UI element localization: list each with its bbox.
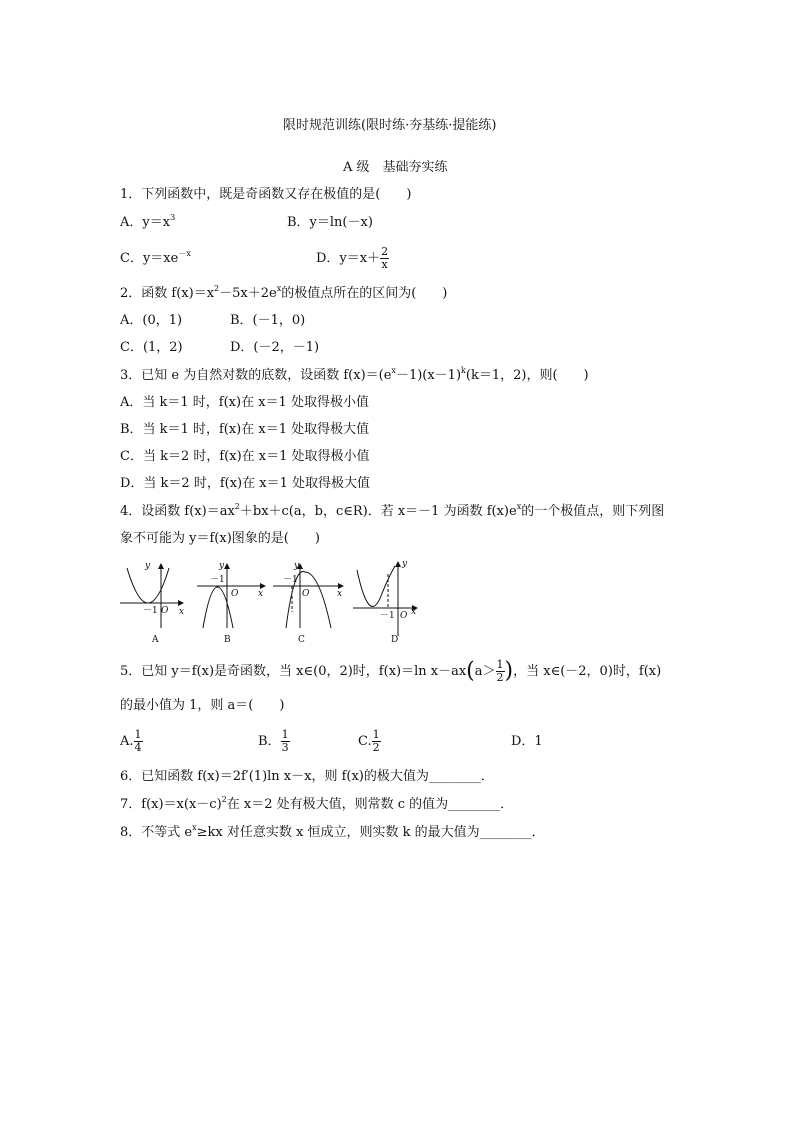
graph-a-label: A — [152, 635, 159, 645]
q3-option-c[interactable]: C．当 k＝2 时，f(x)在 x＝1 处取得极小值 — [120, 449, 370, 464]
graph-c-mark: －1 — [283, 575, 298, 585]
q5-option-b[interactable]: B． $\frac{1}{3}$ — [258, 728, 289, 754]
q1-option-c[interactable]: C．$y=xe^{-x}$ — [120, 249, 191, 266]
graph-c-y-label: y — [294, 561, 300, 571]
graph-b-origin: O — [231, 589, 239, 599]
section-heading: A 级 基础夯实练 — [343, 160, 448, 175]
q6-text: 6．已知函数 f(x)＝2f′(1)ln x－x，则 f(x)的极大值为________． — [120, 769, 494, 784]
graph-a[interactable] — [120, 564, 183, 628]
graph-a-mark: －1 — [143, 606, 158, 616]
graph-a-y-label: y — [145, 561, 151, 571]
q3-stem: 3．已知 e 为自然对数的底数，设函数 $f(x)=(e^x-1)(x-1)^k(k=1$，2)，则( ) — [120, 366, 589, 383]
graph-b-mark: －1 — [210, 575, 225, 585]
graph-d-origin: O — [400, 611, 408, 621]
page-title: 限时规范训练(限时练·夯基练·提能练) — [283, 118, 497, 133]
q4-graphs — [115, 556, 425, 646]
graph-a-x-label: x — [179, 607, 185, 617]
graph-d-label: D — [391, 635, 399, 645]
q3-option-a[interactable]: A．当 k＝1 时，f(x)在 x＝1 处取得极小值 — [120, 395, 369, 410]
q7-text: 7．$f(x)=x(x-c)^2$在 x＝2 处有极大值，则常数 c 的值为________． — [120, 795, 514, 812]
graph-b-x-label: x — [258, 589, 264, 599]
q1-option-b[interactable]: B．y＝ln(－x) — [287, 215, 373, 230]
graph-c-origin: O — [302, 589, 310, 599]
q2-option-c[interactable]: C．(1，2) — [120, 340, 183, 355]
q5-option-c[interactable]: C. $\frac{1}{2}$ — [358, 728, 380, 754]
graph-d[interactable] — [353, 562, 417, 636]
q1-stem: 1．下列函数中，既是奇函数又存在极值的是( ) — [120, 187, 412, 202]
q2-stem: 2．函数 $f(x)=x^2-5x+2e^x$的极值点所在的区间为( ) — [120, 284, 448, 301]
graph-d-y-label: y — [402, 559, 408, 569]
graph-c-x-label: x — [337, 589, 343, 599]
q2-option-d[interactable]: D．(－2，－1) — [230, 340, 320, 355]
q5-stem-line2: 的最小值为 1，则 a＝( ) — [120, 698, 285, 713]
q8-text: 8．不等式 $e^x\ge kx$ 对任意实数 x 恒成立，则实数 k 的最大值为________． — [120, 823, 545, 840]
graph-d-x-label: x — [411, 607, 417, 617]
q1-option-d[interactable]: D．y＝x＋ $\frac{2}{x}$ — [316, 245, 389, 271]
graph-c-label: C — [298, 635, 305, 645]
graph-b-label: B — [224, 635, 231, 645]
q5-cond-fraction: $\frac{1}{2}$ — [496, 658, 504, 684]
q5-option-a[interactable]: A. $\frac{1}{4}$ — [120, 728, 142, 754]
q2-option-a[interactable]: A．(0，1) — [120, 313, 183, 328]
q4-stem-line2: 象不可能为 y＝f(x)图象的是( ) — [120, 531, 320, 546]
q5-option-d[interactable]: D．1 — [511, 734, 543, 749]
graph-d-mark: －1 — [380, 611, 395, 621]
q1-d-fraction: $\frac{2}{x}$ — [381, 245, 389, 271]
q4-stem-line1: 4．设函数 $f(x)=ax^2+bx+c(a$，b，c∈R)．若 x＝－1 为函数 $f(x)e^x$的一个极值点，则下列图 — [120, 502, 665, 519]
q2-option-b[interactable]: B．(－1，0) — [230, 313, 306, 328]
graph-a-origin: O — [161, 606, 169, 616]
q5-stem-line1: 5．已知 y＝f(x)是奇函数，当 x∈(0，2)时，f(x)＝ln x－ax(a＞ $\frac{1}{2}$ )，当 x∈(－2，0)时，f(x) — [120, 658, 662, 684]
q3-option-d[interactable]: D．当 k＝2 时，f(x)在 x＝1 处取得极大值 — [120, 476, 370, 491]
q3-option-b[interactable]: B．当 k＝1 时，f(x)在 x＝1 处取得极大值 — [120, 422, 370, 437]
q1-option-a[interactable]: A．$y=x^3$ — [120, 213, 176, 230]
graph-b-y-label: y — [219, 561, 225, 571]
